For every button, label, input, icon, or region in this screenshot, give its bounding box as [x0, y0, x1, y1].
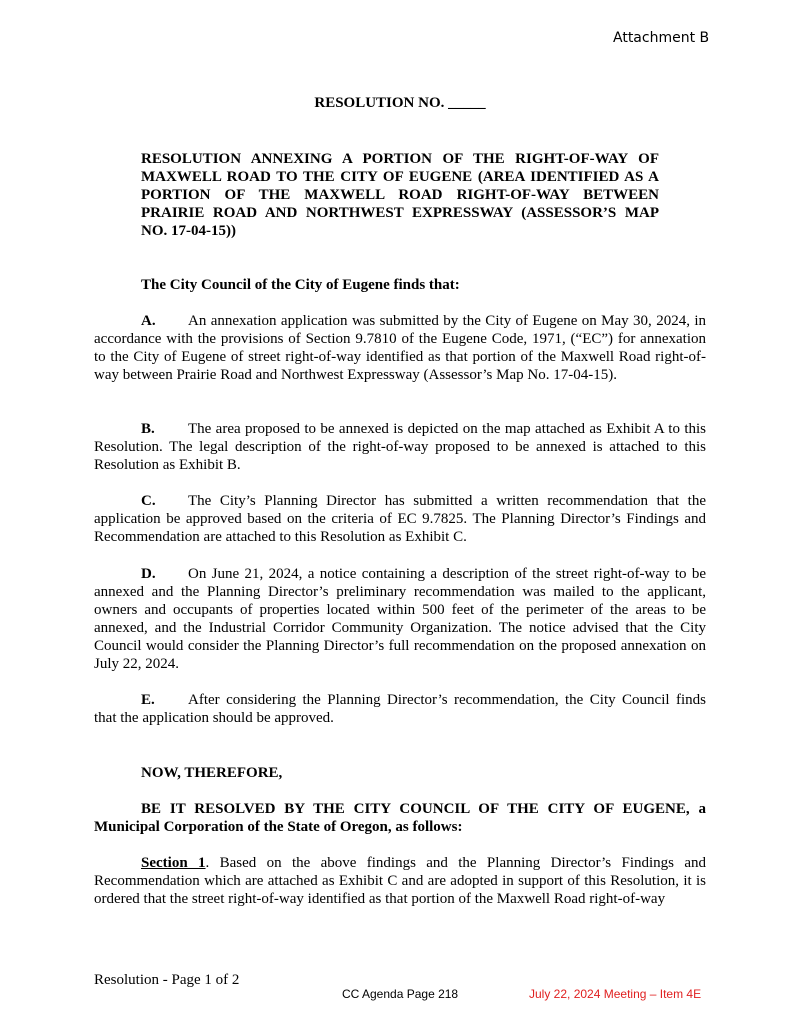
attachment-label: Attachment B [613, 30, 710, 46]
finding-a [94, 312, 706, 384]
finding-text: On June 21, 2024, a notice containing a description of the street right-of-way to be annexed and the Planning Director’s preliminary recommendation was mailed to the applicant, owners and occupants of properties located within 500 feet of the perimeter of the areas to be annexed, and the Industrial Corridor Community Organization. The notice advised that the City Council would consider the Planning Director’s full recommendation on the proposed annexation on July 22, 2024. [94, 566, 706, 672]
finding-letter: D. [141, 566, 156, 582]
section-1-text: . Based on the above findings and the Planning Director’s Findings and Recommendation which are attached as Exhibit C and are adopted in support of this Resolution, it is ordered that the street right-of-way identified as that portion of the Maxwell Road right-of-way [94, 855, 706, 907]
finding-text: An annexation application was submitted by the City of Eugene on May 30, 2024, in accordance with the provisions of Section 9.7810 of the Eugene Code, 1971, (“EC”) for annexation to the City of Eugene of street right-of-way identified as that portion of the Maxwell Road right-of-way between Prairie Road and Northwest Expressway (Assessor’s Map No. 17-04-15). [94, 313, 706, 383]
now-therefore: NOW, THEREFORE, [141, 765, 283, 781]
finding-b [94, 420, 706, 474]
page-number: Resolution - Page 1 of 2 [94, 972, 240, 988]
finding-e [94, 691, 706, 727]
finding-c [94, 492, 706, 546]
section-1 [94, 854, 706, 908]
meeting-item: July 22, 2024 Meeting – Item 4E [529, 987, 702, 1001]
findings-heading: The City Council of the City of Eugene finds that: [141, 277, 460, 293]
finding-text: After considering the Planning Director’s recommendation, the City Council finds that the application should be approved. [94, 692, 706, 726]
section-1-label: Section 1 [141, 855, 206, 871]
resolved-clause [94, 800, 706, 836]
resolved-text: BE IT RESOLVED BY THE CITY COUNCIL OF THE CITY OF EUGENE, a Municipal Corporation of the State of Oregon, as follows: [94, 801, 706, 835]
resolution-title: RESOLUTION ANNEXING A PORTION OF THE RIGHT-OF-WAY OF MAXWELL ROAD TO THE CITY OF EUGENE (AREA IDENTIFIED AS A PORTION OF THE MAXWELL ROAD RIGHT-OF-WAY BETWEEN PRAIRIE ROAD AND NORTHWEST EXPRESSWAY (ASSESSOR’S MAP NO. 17-04-15)) [141, 151, 659, 239]
agenda-page: CC Agenda Page 218 [342, 987, 459, 1001]
finding-letter: C. [141, 493, 156, 509]
finding-letter: B. [141, 421, 155, 437]
finding-letter: A. [141, 313, 156, 329]
finding-text: The area proposed to be annexed is depicted on the map attached as Exhibit A to this Resolution. The legal description of the right-of-way proposed to be annexed is attached to this Resolution as Exhibit B. [94, 421, 706, 473]
finding-letter: E. [141, 692, 155, 708]
finding-text: The City’s Planning Director has submitted a written recommendation that the application be approved based on the criteria of EC 9.7825. The Planning Director’s Findings and Recommendation are attached to this Resolution as Exhibit C. [94, 493, 706, 545]
resolution-number: RESOLUTION NO. _____ [314, 95, 486, 111]
finding-d [94, 565, 706, 673]
